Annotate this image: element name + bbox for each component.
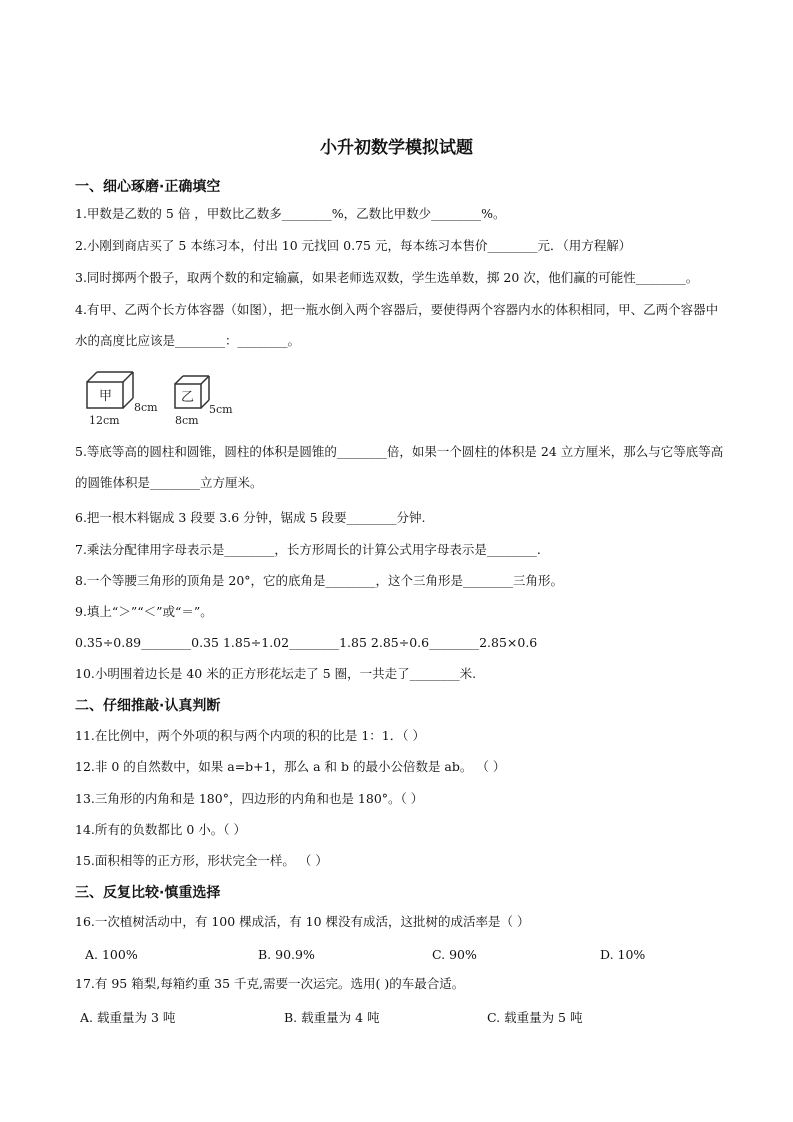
- question-9-comparisons: 0.35÷0.89________0.35 1.85÷1.02________1.85 2.85÷0.6________2.85×0.6: [75, 635, 538, 650]
- question-11: 11.在比例中，两个外项的积与两个内项的积的比是 1：1．（ ）: [75, 728, 425, 743]
- page-title: 小升初数学模拟试题: [320, 138, 473, 158]
- container-a-height: 8cm: [134, 401, 158, 414]
- container-b-label: 乙: [181, 390, 195, 405]
- container-a-width: 12cm: [89, 414, 120, 427]
- question-17-option-b: B. 载重量为 4 吨: [284, 1010, 380, 1025]
- question-3: 3.同时掷两个骰子，取两个数的和定输赢，如果老师选双数，学生选单数，掷 20 次，他们赢的可能性________。: [75, 270, 699, 285]
- container-a-label: 甲: [99, 389, 113, 404]
- container-a: [87, 372, 158, 427]
- question-16-option-d: D. 10%: [600, 947, 646, 962]
- question-7: 7.乘法分配律用字母表示是________，长方形周长的计算公式用字母表示是________.: [75, 542, 541, 557]
- container-b: [175, 376, 233, 427]
- question-14: 14.所有的负数都比 0 小。（ ）: [75, 822, 247, 837]
- question-16-option-c: C. 90%: [432, 947, 477, 962]
- question-12: 12.非 0 的自然数中，如果 a=b+1，那么 a 和 b 的最小公倍数是 ab。 （ ）: [75, 759, 506, 774]
- question-2: 2.小刚到商店买了 5 本练习本，付出 10 元找回 0.75 元，每本练习本售价________元．（用方程解）: [75, 238, 632, 253]
- containers-figure: [75, 368, 245, 430]
- question-9: 9.填上“＞”“＜”或“＝”。: [75, 604, 213, 619]
- section-heading-choice: 三、反复比较·慎重选择: [75, 885, 221, 901]
- question-10: 10.小明围着边长是 40 米的正方形花坛走了 5 圈，一共走了________米.: [75, 666, 477, 681]
- question-6: 6.把一根木料锯成 3 段要 3.6 分钟，锯成 5 段要________分钟.: [75, 510, 426, 525]
- question-4: 4.有甲、乙两个长方体容器（如图），把一瓶水倒入两个容器后，要使得两个容器内水的体积相同，甲、乙两个容器中水的高度比应该是________：________。: [75, 302, 719, 348]
- question-17: 17.有 95 箱梨,每箱约重 35 千克,需要一次运完。选用( )的车最合适。: [75, 976, 465, 991]
- section-heading-judge: 二、仔细推敲·认真判断: [75, 698, 221, 714]
- section-heading-fill: 一、细心琢磨·正确填空: [75, 179, 221, 195]
- question-16: 16.一次植树活动中，有 100 棵成活，有 10 棵没有成活，这批树的成活率是（ ）: [75, 914, 530, 929]
- question-17-option-c: C. 载重量为 5 吨: [487, 1010, 583, 1025]
- question-15: 15.面积相等的正方形，形状完全一样。 （ ）: [75, 853, 328, 868]
- question-5: 5.等底等高的圆柱和圆锥，圆柱的体积是圆锥的________倍，如果一个圆柱的体积是 24 立方厘米，那么与它等底等高的圆锥体积是________立方厘米。: [75, 444, 724, 490]
- question-16-option-b: B. 90.9%: [258, 947, 315, 962]
- container-b-height: 5cm: [209, 403, 233, 416]
- question-1: 1.甲数是乙数的 5 倍 ，甲数比乙数多________%，乙数比甲数少________%。: [75, 206, 506, 221]
- container-b-width: 8cm: [175, 414, 199, 427]
- question-16-option-a: A. 100%: [85, 947, 138, 962]
- question-8: 8.一个等腰三角形的顶角是 20°，它的底角是________，这个三角形是________三角形。: [75, 573, 564, 588]
- question-17-option-a: A. 载重量为 3 吨: [80, 1010, 176, 1025]
- question-13: 13.三角形的内角和是 180°，四边形的内角和也是 180°。（ ）: [75, 791, 424, 806]
